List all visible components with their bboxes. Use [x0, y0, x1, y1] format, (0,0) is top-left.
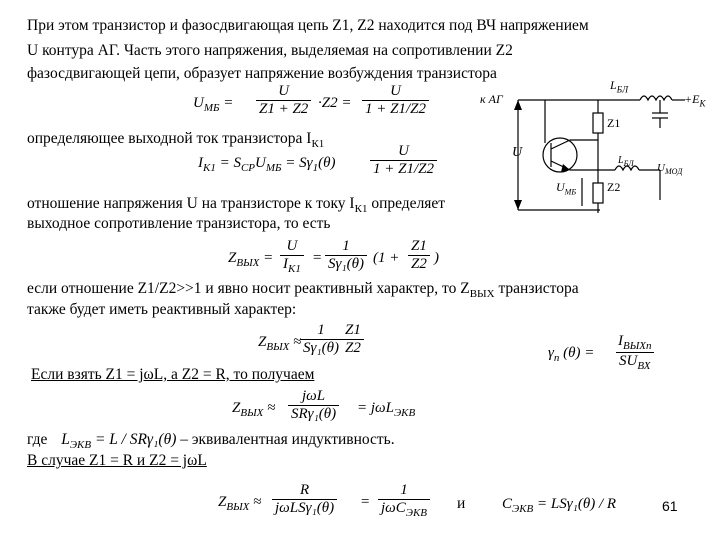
formula-c-ekv: $C_{ЭКВ} = LS\gamma_1(\theta) / R$ — [502, 496, 617, 515]
label-z2: Z2 — [607, 180, 621, 194]
z2-resistor — [593, 183, 603, 203]
label-z1: Z1 — [607, 116, 621, 130]
paragraph3-line2: выходное сопротивление транзистора, то есть — [27, 215, 331, 232]
paragraph1-line1: При этом транзистор и фазосдвигающая цепь Z1, Z2 находится под ВЧ напряжением — [27, 17, 589, 34]
label-l-bl: $L_{БЛ}$ — [610, 78, 629, 95]
paragraph6: где $L_{ЭКВ} = L / SR\gamma_1(\theta)$ – эквивалентная индуктивность. — [27, 431, 395, 452]
paragraph1-line2: U контура АГ. Часть этого напряжения, выделяемая на сопротивлении Z2 — [27, 42, 513, 59]
page-number: 61 — [662, 498, 678, 514]
label-u: U — [512, 145, 523, 160]
label-u-mod: $U_{МОД}$ — [657, 162, 683, 177]
paragraph7: В случае Z1 = R и Z2 = jωL — [27, 452, 207, 469]
paragraph1-line3: фазосдвигающей цепи, образует напряжение возбуждения транзистора — [27, 65, 497, 82]
label-u-mb: $U_{МБ}$ — [556, 180, 577, 197]
label-l-bl-2: $L_{БЛ}$ — [618, 155, 634, 168]
transistor-body — [543, 138, 577, 172]
paragraph3-line1: отношение напряжения U на транзисторе к току $I_{К1}$ определяет — [27, 195, 446, 216]
label-from-ag: к АГ — [480, 92, 503, 106]
and-word: и — [457, 495, 466, 512]
paragraph4-line2: также будет иметь реактивный характер: — [27, 301, 297, 318]
paragraph4-line1: если отношение Z1/Z2>>1 и явно носит реактивный характер, то $Z_{ВЫХ}$ транзистора — [27, 280, 579, 301]
paragraph2-line: определяющее выходной ток транзистора $I_{К1}$ — [27, 130, 325, 151]
inductor-lbl-top — [640, 96, 672, 100]
paragraph5: Если взять Z1 = jωL, а Z2 = R, то получаем — [31, 366, 315, 383]
z1-resistor — [593, 113, 603, 133]
label-supply: $+E_К$ — [684, 92, 706, 109]
